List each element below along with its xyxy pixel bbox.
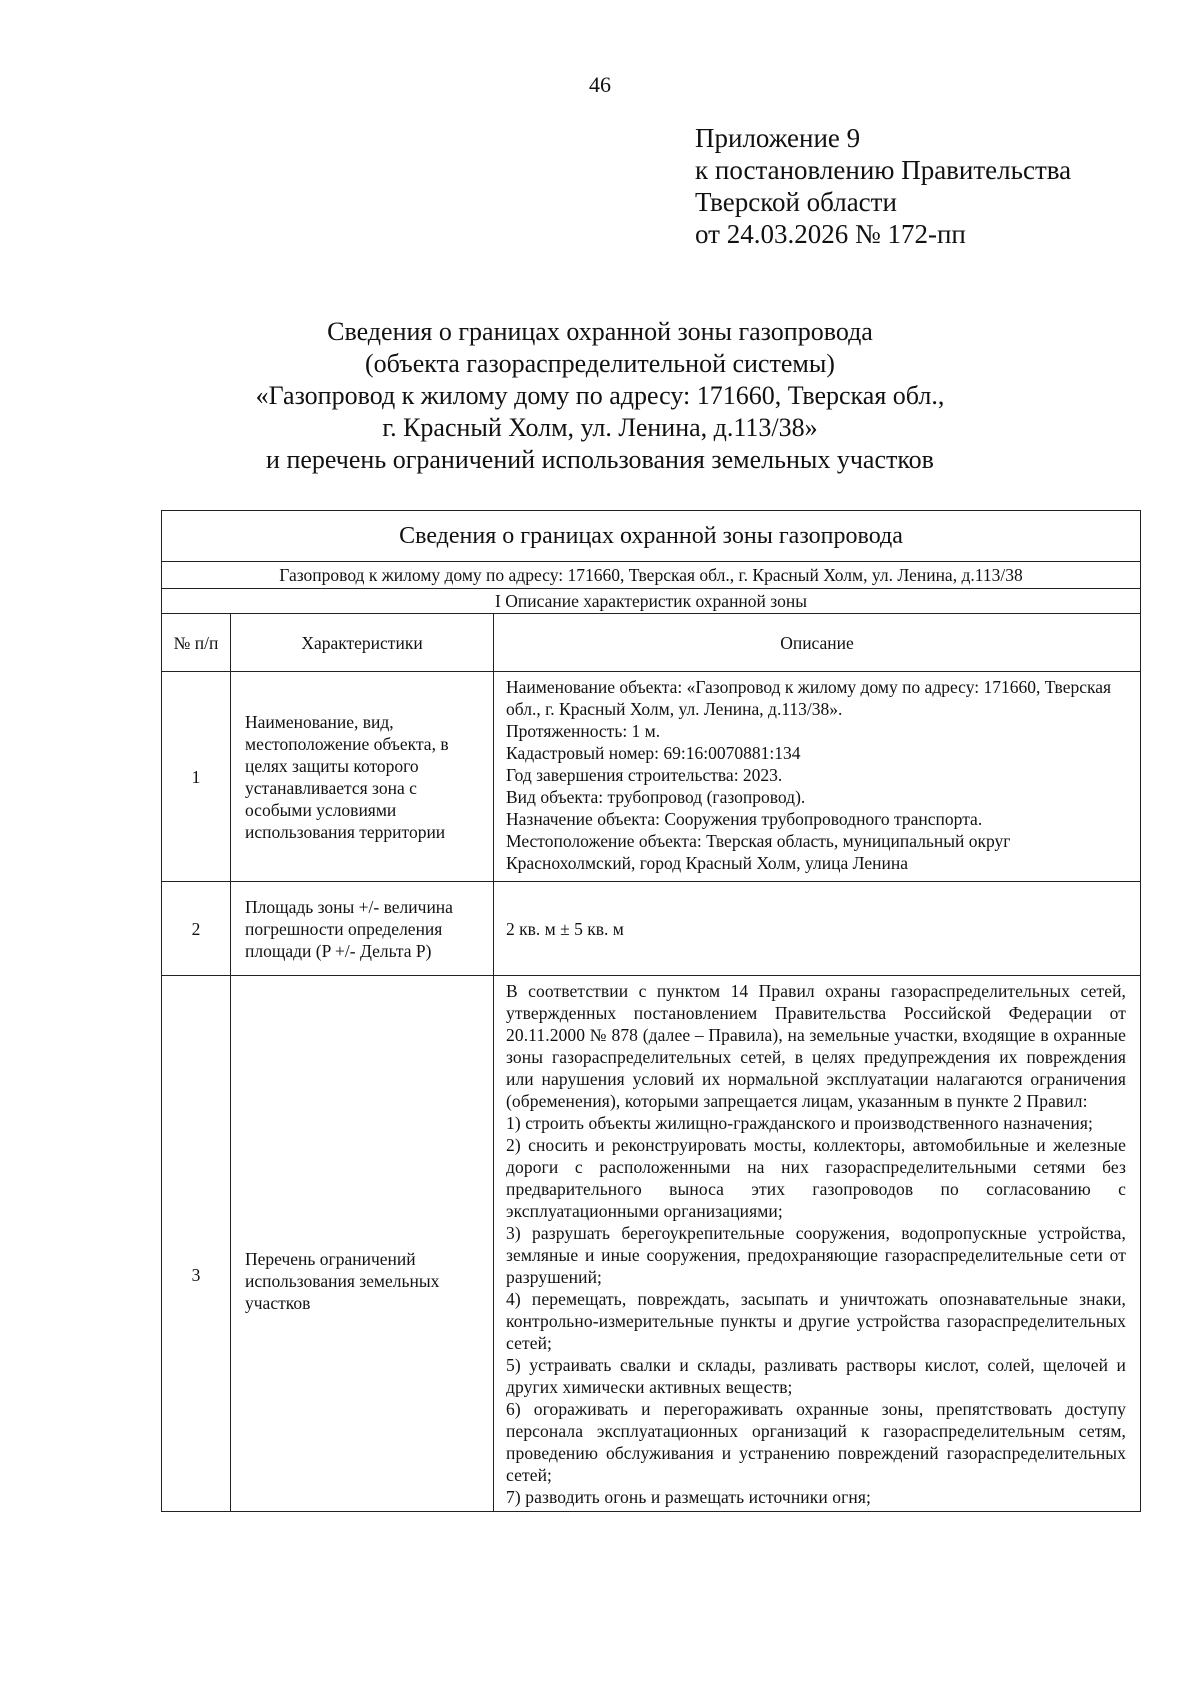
zone-boundaries-table [161,510,1141,1512]
description-line: Наименование объекта: «Газопровод к жилому дому по адресу: 171660, Тверская обл., г. Красный Холм, ул. Ленина, д.113/38». [506,677,1112,719]
row-description [494,976,1141,1512]
description-paragraph: 1) строить объекты жилищно-гражданского и производственного назначения; [506,1113,1093,1133]
title-line: г. Красный Холм, ул. Ленина, д.113/38» [382,413,818,442]
row-characteristics: Площадь зоны +/- величина погрешности определения площади (P +/- Дельта P) [231,882,494,976]
column-header-description: Описание [494,614,1141,672]
description-line: Протяженность: 1 м. [506,721,661,741]
description-line: Вид объекта: трубопровод (газопровод). [506,787,806,807]
description-line: Назначение объекта: Сооружения трубопроводного транспорта. [506,809,983,829]
description-paragraph: 6) огораживать и перегораживать охранные зоны, препятствовать доступу персонала эксплуатационных организаций к газораспределительным сетям, проведению обслуживания и устранению повреждений газораспределительных сетей; [506,1399,1127,1485]
description-line: Местоположение объекта: Тверская область, муниципальный округ Краснохолмский, город Красный Холм, улица Ленина [506,831,1011,873]
table-row [162,672,1141,882]
title-line: и перечень ограничений использования земельных участков [266,445,934,474]
description-line: Кадастровый номер: 69:16:0070881:134 [506,743,801,763]
description-paragraph: В соответствии с пунктом 14 Правил охраны газораспределительных сетей, утвержденных постановлением Правительства Российской Федерации от 20.11.2000 № 878 (далее – Правила), на земельные участки, входящие в охранные зоны газораспределительных сетей, в целях предупреждения их повреждения или нарушения условий их нормальной эксплуатации налагаются ограничения (обременения), которыми запрещается лицам, указанным в пункте 2 Правил: [506,981,1127,1111]
table-row [162,976,1141,1512]
table-section-title: I Описание характеристик охранной зоны [162,589,1141,614]
row-number: 1 [162,672,231,882]
table-header: Сведения о границах охранной зоны газопровода [162,511,1141,562]
description-line: 2 кв. м ± 5 кв. м [506,919,624,939]
description-paragraph: 7) разводить огонь и размещать источники огня; [506,1487,871,1507]
document-title [0,316,1200,476]
row-description [494,882,1141,976]
title-line: (объекта газораспределительной системы) [365,349,835,378]
description-paragraph: 5) устраивать свалки и склады, разливать растворы кислот, солей, щелочей и других химически активных веществ; [506,1355,1127,1397]
appendix-line: Приложение 9 [695,123,861,153]
description-line: Год завершения строительства: 2023. [506,765,783,785]
row-number: 2 [162,882,231,976]
column-header-characteristics: Характеристики [231,614,494,672]
appendix-block [695,122,1071,250]
row-characteristics: Наименование, вид, местоположение объекта, в целях защиты которого устанавливается зона с особыми условиями использования территории [231,672,494,882]
appendix-line: от 24.03.2026 № 172-пп [695,219,966,249]
page-number: 46 [589,72,611,97]
row-characteristics: Перечень ограничений использования земельных участков [231,976,494,1512]
appendix-line: Тверской области [695,187,897,217]
appendix-line: к постановлению Правительства [695,155,1072,185]
table-row [162,882,1141,976]
description-paragraph: 4) перемещать, повреждать, засыпать и уничтожать опознавательные знаки, контрольно-измерительные пункты и другие устройства газораспределительных сетей; [506,1289,1127,1353]
row-description [494,672,1141,882]
description-paragraph: 3) разрушать берегоукрепительные сооружения, водопропускные устройства, земляные и иные сооружения, предохраняющие газораспределительные сети от разрушений; [506,1223,1127,1287]
row-number: 3 [162,976,231,1512]
column-header-num: № п/п [162,614,231,672]
description-paragraph: 2) сносить и реконструировать мосты, коллекторы, автомобильные и железные дороги с расположенными на них газораспределительными сетями без предварительного выноса этих газопроводов по согласованию с эксплуатационными организациями; [506,1135,1127,1221]
title-line: Сведения о границах охранной зоны газопровода [327,317,873,346]
title-line: «Газопровод к жилому дому по адресу: 171660, Тверская обл., [255,381,945,410]
table-object-name: Газопровод к жилому дому по адресу: 171660, Тверская обл., г. Красный Холм, ул. Ленина, д.113/38 [162,562,1141,589]
